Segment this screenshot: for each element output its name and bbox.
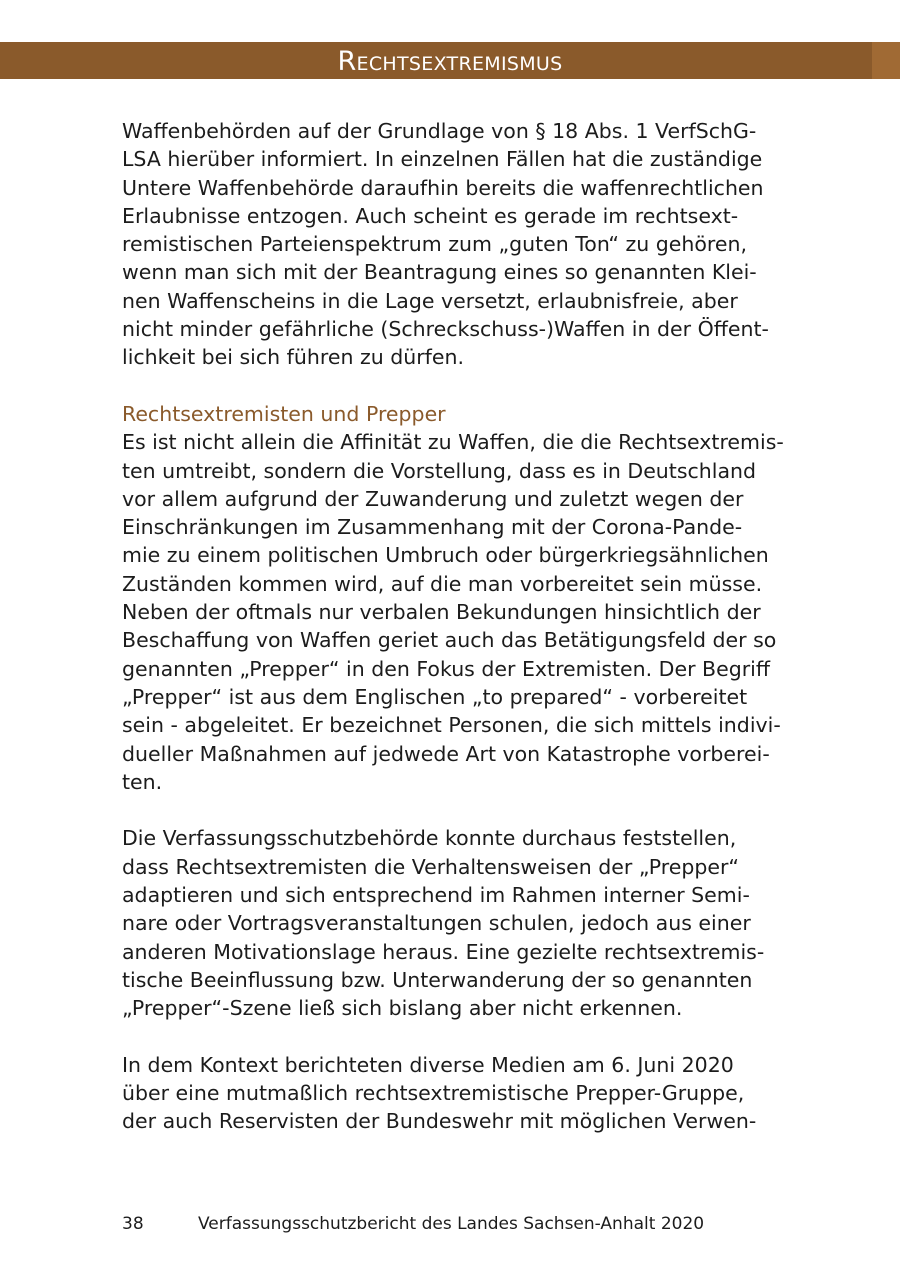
paragraph-gap bbox=[122, 372, 758, 400]
text-line: ten umtreibt, sondern die Vorstellung, dass es in Deutschland bbox=[122, 458, 757, 483]
text-line: nicht minder gefährliche (Schreckschuss-)Waffen in der Öffent- bbox=[122, 317, 769, 342]
paragraph bbox=[122, 824, 765, 1022]
text-line: Neben der oftmals nur verbalen Bekundungen hinsichtlich der bbox=[122, 600, 761, 625]
text-line: ten. bbox=[122, 769, 163, 794]
paragraph bbox=[122, 1051, 758, 1136]
text-line: Waffenbehörden auf der Grundlage von § 18 Abs. 1 VerfSchG- bbox=[122, 119, 757, 143]
text-line: mie zu einem politischen Umbruch oder bürgerkriegsähnlichen bbox=[122, 543, 769, 568]
text-line: wenn man sich mit der Beantragung eines so genannten Klei- bbox=[122, 260, 757, 285]
text-line: lichkeit bei sich führen zu dürfen. bbox=[122, 345, 464, 370]
text-line: Beschaffung von Waffen geriet auch das Betätigungsfeld der so bbox=[122, 628, 777, 653]
text-line: adaptieren und sich entsprechend im Rahmen interner Semi- bbox=[122, 883, 750, 908]
section-heading: Rechtsextremisten und Prepper bbox=[122, 401, 446, 426]
page-number: 38 bbox=[122, 1214, 144, 1234]
text-line: „Prepper“ ist aus dem Englischen „to prepared“ - vorbereitet bbox=[122, 684, 748, 709]
text-line: dass Rechtsextremisten die Verhaltensweisen der „Prepper“ bbox=[122, 854, 740, 879]
paragraph-gap bbox=[122, 1023, 758, 1051]
text-line: In dem Kontext berichteten diverse Medien am 6. Juni 2020 bbox=[122, 1052, 734, 1077]
paragraph bbox=[122, 400, 784, 796]
text-line: anderen Motivationslage heraus. Eine gezielte rechtsextremis- bbox=[122, 939, 765, 964]
header-bar bbox=[0, 42, 900, 79]
text-line: Es ist nicht allein die Affinität zu Waffen, die die Rechtsextremis- bbox=[122, 430, 784, 455]
text-line: „Prepper“-Szene ließ sich bislang aber nicht erkennen. bbox=[122, 996, 683, 1021]
text-line: Untere Waffenbehörde daraufhin bereits die waffenrechtlichen bbox=[122, 175, 764, 200]
text-line: Die Verfassungsschutzbehörde konnte durchaus feststellen, bbox=[122, 826, 737, 851]
text-line: nen Waffenscheins in die Lage versetzt, erlaubnisfreie, aber bbox=[122, 288, 738, 313]
text-line: genannten „Prepper“ in den Fokus der Extremisten. Der Begriff bbox=[122, 656, 770, 681]
text-line: sein - abgeleitet. Er bezeichnet Personen, die sich mittels indivi- bbox=[122, 713, 781, 738]
footer-publication-title: Verfassungsschutzbericht des Landes Sachsen-Anhalt 2020 bbox=[198, 1214, 705, 1234]
paragraph-gap bbox=[122, 796, 758, 824]
paragraph bbox=[122, 117, 769, 372]
main-text-column bbox=[122, 117, 784, 1136]
text-line: der auch Reservisten der Bundeswehr mit möglichen Verwen- bbox=[122, 1109, 757, 1134]
text-line: Zuständen kommen wird, auf die man vorbereitet sein müsse. bbox=[122, 571, 763, 596]
text-line: Einschränkungen im Zusammenhang mit der Corona-Pande- bbox=[122, 515, 743, 540]
text-line: vor allem aufgrund der Zuwanderung und zuletzt wegen der bbox=[122, 486, 744, 511]
text-line: tische Beeinflussung bzw. Unterwanderung der so genannten bbox=[122, 967, 753, 992]
text-line: dueller Maßnahmen auf jedwede Art von Katastrophe vorberei- bbox=[122, 741, 770, 766]
text-line: LSA hierüber informiert. In einzelnen Fällen hat die zuständige bbox=[122, 147, 763, 172]
text-line: nare oder Vortragsveranstaltungen schulen, jedoch aus einer bbox=[122, 911, 751, 936]
text-line: Erlaubnisse entzogen. Auch scheint es gerade im rechtsext- bbox=[122, 203, 739, 228]
page-title: Rechtsextremismus bbox=[337, 46, 563, 77]
text-line: über eine mutmaßlich rechtsextremistische Prepper-Gruppe, bbox=[122, 1081, 745, 1106]
text-line: remistischen Parteienspektrum zum „guten Ton“ zu gehören, bbox=[122, 232, 748, 257]
